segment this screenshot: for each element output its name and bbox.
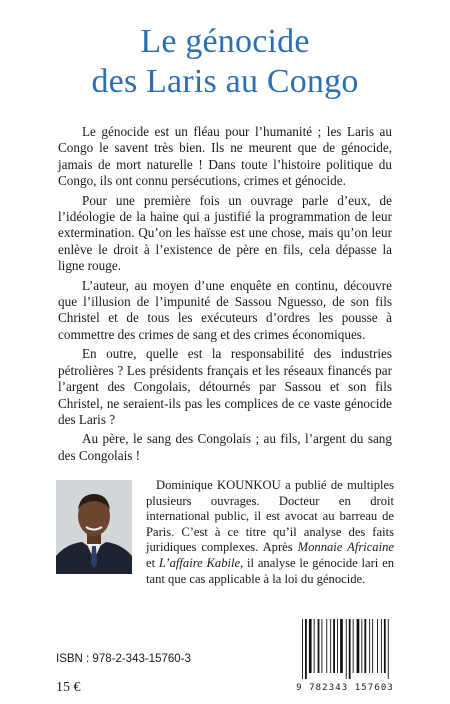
blurb-paragraph: L’auteur, au moyen d’une enquête en continu, découvre que l’illusion de l’impunité de Sassou Nguesso, de son fils Christel et de tous les exécuteurs d’ordres les pousse à commettre des crimes de sang et des crimes économiques. <box>58 277 392 342</box>
author-photo <box>56 480 132 574</box>
barcode <box>292 617 398 693</box>
blurb-paragraph: Pour une première fois un ouvrage parle d’eux, de l’idéologie de la haine qui a justifié la programmation de leur extermination. Qu’on les haïsse est une chose, mais qu’on leur enlève le droit à l’existence de père en fils, cela dépasse la ligne rouge. <box>58 192 392 274</box>
barcode-number: 9 782343 157603 <box>296 683 394 693</box>
back-cover-blurb <box>58 124 392 464</box>
author-bio-text: Dominique KOUNKOU a publié de multiples plusieurs ouvrages. Docteur en droit international public, il est avocat au barreau de Paris. C’est à ce titre qu’il analyse des faits juridiques complexes. Après Monnaie Africaine et L’affaire Kabile, il analyse le génocide lari en tant que cas applicable à la loi du génocide. <box>146 478 394 586</box>
barcode-bars <box>292 617 398 681</box>
book-title-affaire: L’affaire Kabile <box>158 555 241 570</box>
book-title-monnaie: Monnaie Africaine <box>297 540 394 555</box>
title-line-2: des Laris au Congo <box>91 63 359 100</box>
blurb-paragraph: Au père, le sang des Congolais ; au fils, l’argent du sang des Congolais ! <box>58 431 392 463</box>
blurb-paragraph: Le génocide est un fléau pour l’humanité ; les Laris au Congo le savent très bien. Ils ne meurent que de génocide, jamais de mort naturelle ! Dans toute l’histoire politique du Congo, ils ont connu persécutions, crimes et génocide. <box>58 124 392 189</box>
blurb-paragraph: En outre, quelle est la responsabilité des industries pétrolières ? Les présidents français et les réseaux financés par l’argent des Congolais, détournés par Sassou et son fils Christel, ne seraient-ils pas les complices de ce vaste génocide des Laris ? <box>58 346 392 427</box>
price: 15 € <box>56 680 81 695</box>
isbn: ISBN : 978-2-343-15760-3 <box>56 653 191 665</box>
title-line-1: Le génocide <box>140 23 310 60</box>
author-bio <box>146 478 394 587</box>
